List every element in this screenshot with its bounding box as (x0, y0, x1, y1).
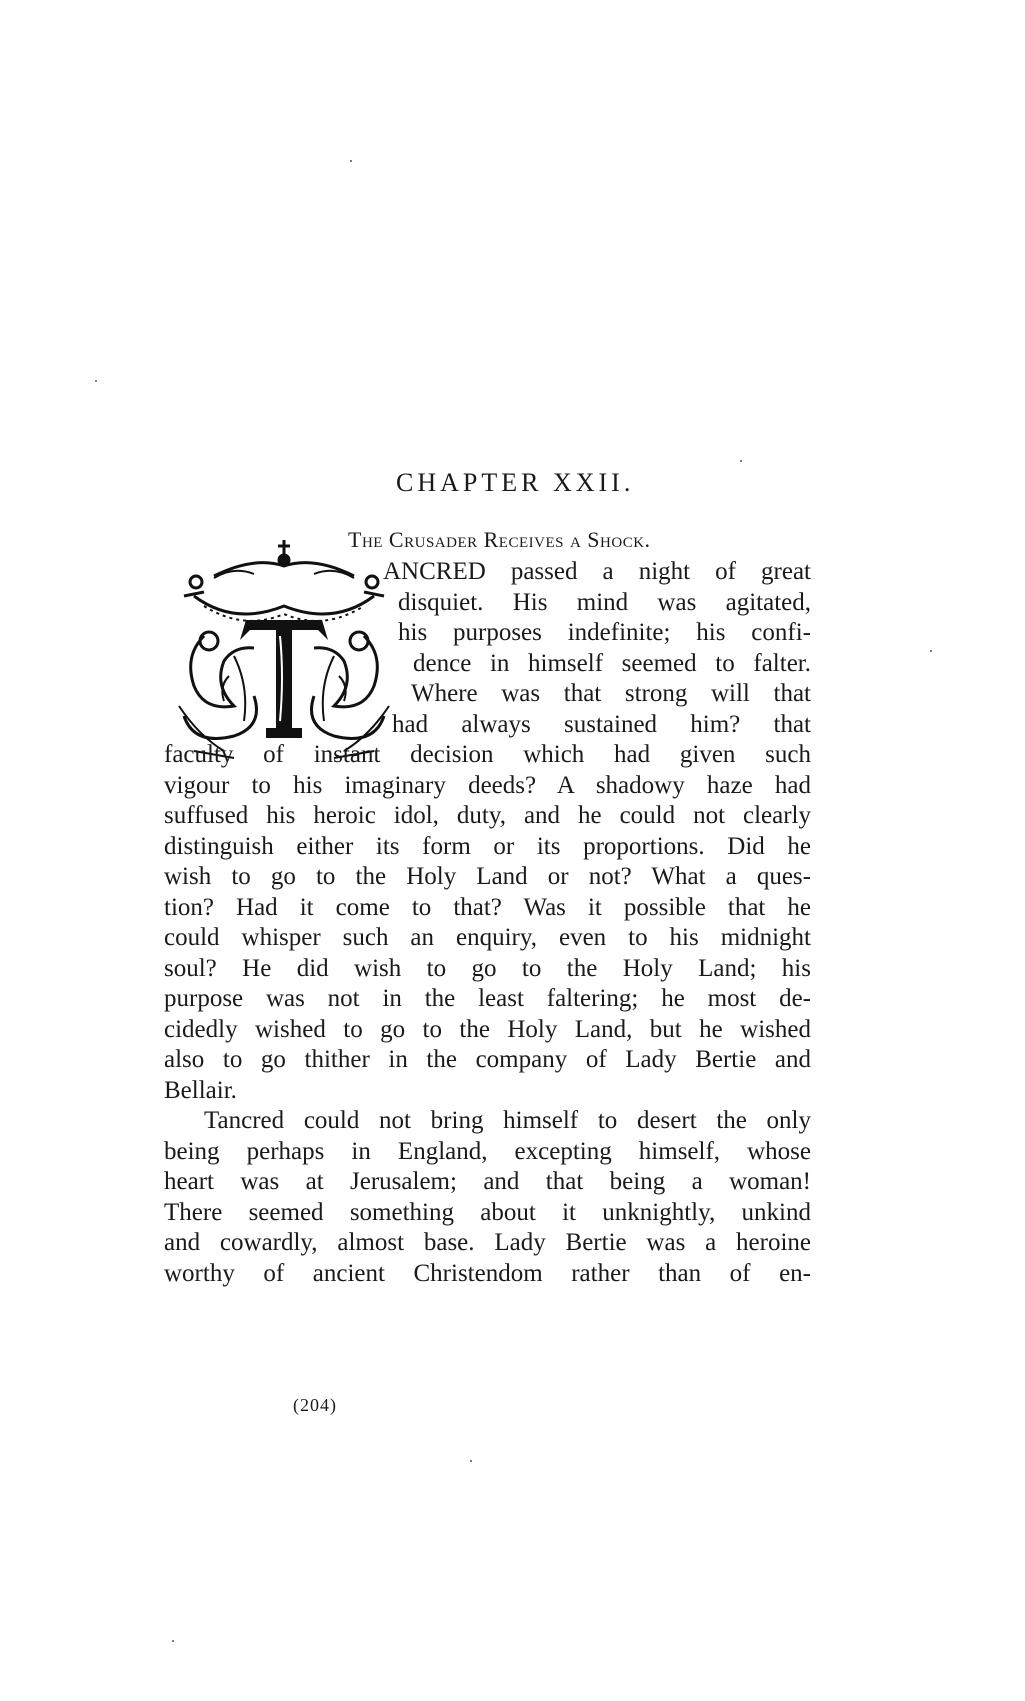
text-line: soul? He did wish to go to the Holy Land; his (164, 955, 811, 982)
paper-speck (740, 460, 742, 462)
paper-speck (172, 1640, 174, 1642)
text-line: being perhaps in England, excepting himself, whose (164, 1138, 811, 1165)
text-line: distinguish either its form or its proportions. Did he (164, 833, 811, 860)
paper-speck (350, 160, 352, 162)
text-line: dence in himself seemed to falter. (413, 650, 811, 677)
text-line: Bellair. (164, 1077, 237, 1104)
text-line: and cowardly, almost base. Lady Bertie was a heroine (164, 1229, 811, 1256)
page-number: (204) (293, 1395, 337, 1415)
text-line: Tancred could not bring himself to desert the only (204, 1107, 811, 1134)
text-line: his purposes indefinite; his confi- (398, 619, 811, 646)
text-line: suffused his heroic idol, duty, and he could not clearly (164, 802, 811, 829)
text-line: Where was that strong will that (411, 680, 811, 707)
text-line: cidedly wished to go to the Holy Land, but he wished (164, 1016, 811, 1043)
text-line: disquiet. His mind was agitated, (398, 589, 811, 616)
paper-speck (930, 650, 932, 652)
text-line: faculty of instant decision which had given such (164, 741, 811, 768)
text-line: purpose was not in the least faltering; he most de- (164, 985, 811, 1012)
text-line: also to go thither in the company of Lady Bertie and (164, 1046, 811, 1073)
text-line: vigour to his imaginary deeds? A shadowy haze had (164, 772, 811, 799)
text-line: could whisper such an enquiry, even to his midnight (164, 924, 811, 951)
text-line: tion? Had it come to that? Was it possible that he (164, 894, 811, 921)
chapter-heading: CHAPTER XXII. (396, 468, 635, 497)
text-line: ANCRED passed a night of great (383, 558, 811, 585)
chapter-subtitle: The Crusader Receives a Shock. (348, 527, 651, 552)
text-line: There seemed something about it unknightly, unkind (164, 1199, 811, 1226)
paper-speck (470, 1460, 472, 1462)
text-line: wish to go to the Holy Land or not? What a ques- (164, 863, 811, 890)
text-line: heart was at Jerusalem; and that being a woman! (164, 1168, 811, 1195)
text-line: had always sustained him? that (392, 711, 811, 738)
paper-speck (95, 380, 97, 382)
text-line: worthy of ancient Christendom rather than of en- (164, 1260, 811, 1287)
